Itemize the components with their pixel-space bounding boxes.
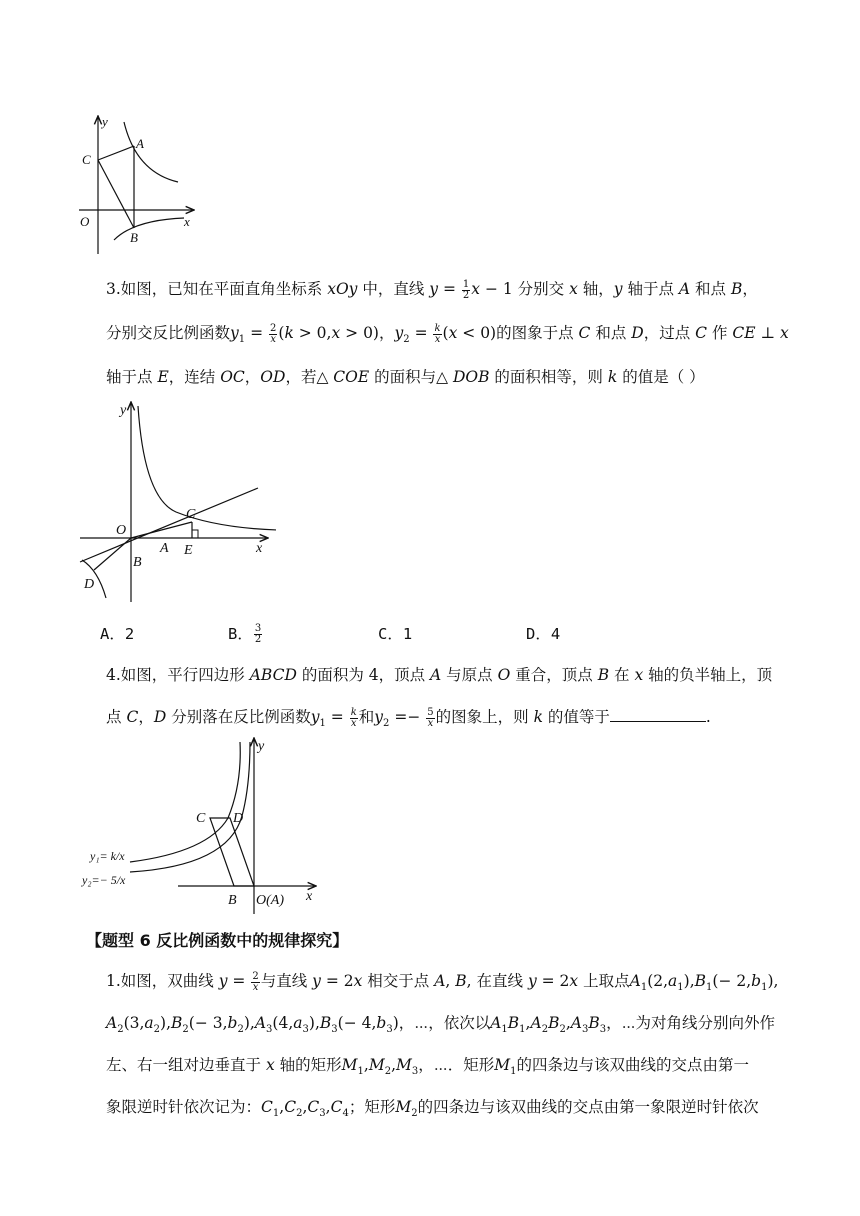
q4-label-x: x [306, 889, 313, 904]
q4-line-2: 点 C，D 分别落在反比例函数$y_1$ = $\frac{k}{x}$ 和$y_2$ =− $\frac{5}{x}$ 的图象上，则 k 的值等于 . [106, 706, 711, 730]
fig1-label-b: B [130, 230, 138, 245]
figure-q4 [78, 734, 322, 916]
q4-label-c: C [196, 811, 206, 826]
q4-label-y1: y₁= k/x [90, 849, 125, 863]
q3-label-d: D [84, 577, 95, 592]
q1-line-3: 左、右一组对边垂直于 x 轴的矩形$M_1,M_2,M_3$，⋯．矩形$M_1$的四条边与该双曲线的交点由第一 [106, 1056, 749, 1078]
q3-line-1: 3.如图，已知在平面直角坐标系 xOy 中，直线 y = $\frac{1}{2}$ x − 1 分别交 x 轴，y 轴于点 A 和点 B， [106, 278, 758, 301]
q3-choice-c: C．1 [378, 625, 413, 643]
q1-line-1: 1.如图，双曲线 y = $\frac{2}{x}$ 与直线 y = 2x 相交于点 A, B, 在直线 y = 2x 上取点$A_1(2,a_1),B_1(- 2,b_1)$, [106, 970, 779, 994]
q3-choice-d: D．4 [526, 625, 561, 643]
q1-line-4: 象限逆时针依次记为：$C_1,C_2,C_3,C_4$；矩形$M_2$的四条边与该双曲线的交点由第一象限逆时针依次 [106, 1098, 759, 1120]
fig1-label-a: A [136, 136, 144, 151]
q4-label-d: D [233, 811, 244, 826]
q4-answer-blank[interactable] [610, 707, 706, 722]
q3-label-c: C [186, 507, 196, 522]
figure-q3 [76, 398, 276, 604]
fig1-label-y: y [102, 114, 108, 129]
section-heading: 【题型 6 反比例函数中的规律探究】 [86, 931, 349, 950]
q3-label-b: B [133, 555, 142, 570]
fig1-label-c: C [82, 152, 91, 167]
q4-label-b: B [228, 893, 237, 908]
q3-label-y: y [120, 403, 127, 418]
q3-label-x: x [256, 541, 263, 556]
q1-line-2: $A_2(3,a_2),B_2(- 3,b_2),A_3(4,a_3),B_3(- 4,b_3)$，⋯，依次以$A_1B_1,A_2B_2,A_3B_3$，⋯为对角线分别向外作 [106, 1014, 776, 1036]
fig1-label-o: O [80, 214, 90, 229]
q3-line-2: 分别交反比例函数$y_1$ = $\frac{2}{x}$ (k > 0,x > 0)，$y_2$ = $\frac{k}{x}$ (x < 0)的图象于点 C 和点 D，过点 C 作 CE ⊥ x [106, 322, 789, 346]
fig1-label-x: x [184, 214, 190, 229]
q4-label-oa: O(A) [256, 893, 284, 908]
figure-1 [74, 110, 204, 256]
q3-line-3: 轴于点 E，连结 OC，OD，若△ COE 的面积与△ DOB 的面积相等，则 k 的值是（ ） [106, 368, 705, 386]
q4-line-1: 4.如图，平行四边形 ABCD 的面积为 4，顶点 A 与原点 O 重合，顶点 B 在 x 轴的负半轴上，顶 [106, 666, 773, 684]
q3-label-o: O [116, 523, 127, 538]
q3-choice-b: B． $\frac{3}{2}$ [228, 623, 262, 645]
q4-label-y2: y₂=− 5/x [82, 873, 126, 887]
q3-choice-a: A．2 [100, 625, 135, 643]
q4-label-y: y [258, 739, 265, 754]
q3-label-e: E [184, 543, 193, 558]
q3-label-a: A [160, 541, 169, 556]
